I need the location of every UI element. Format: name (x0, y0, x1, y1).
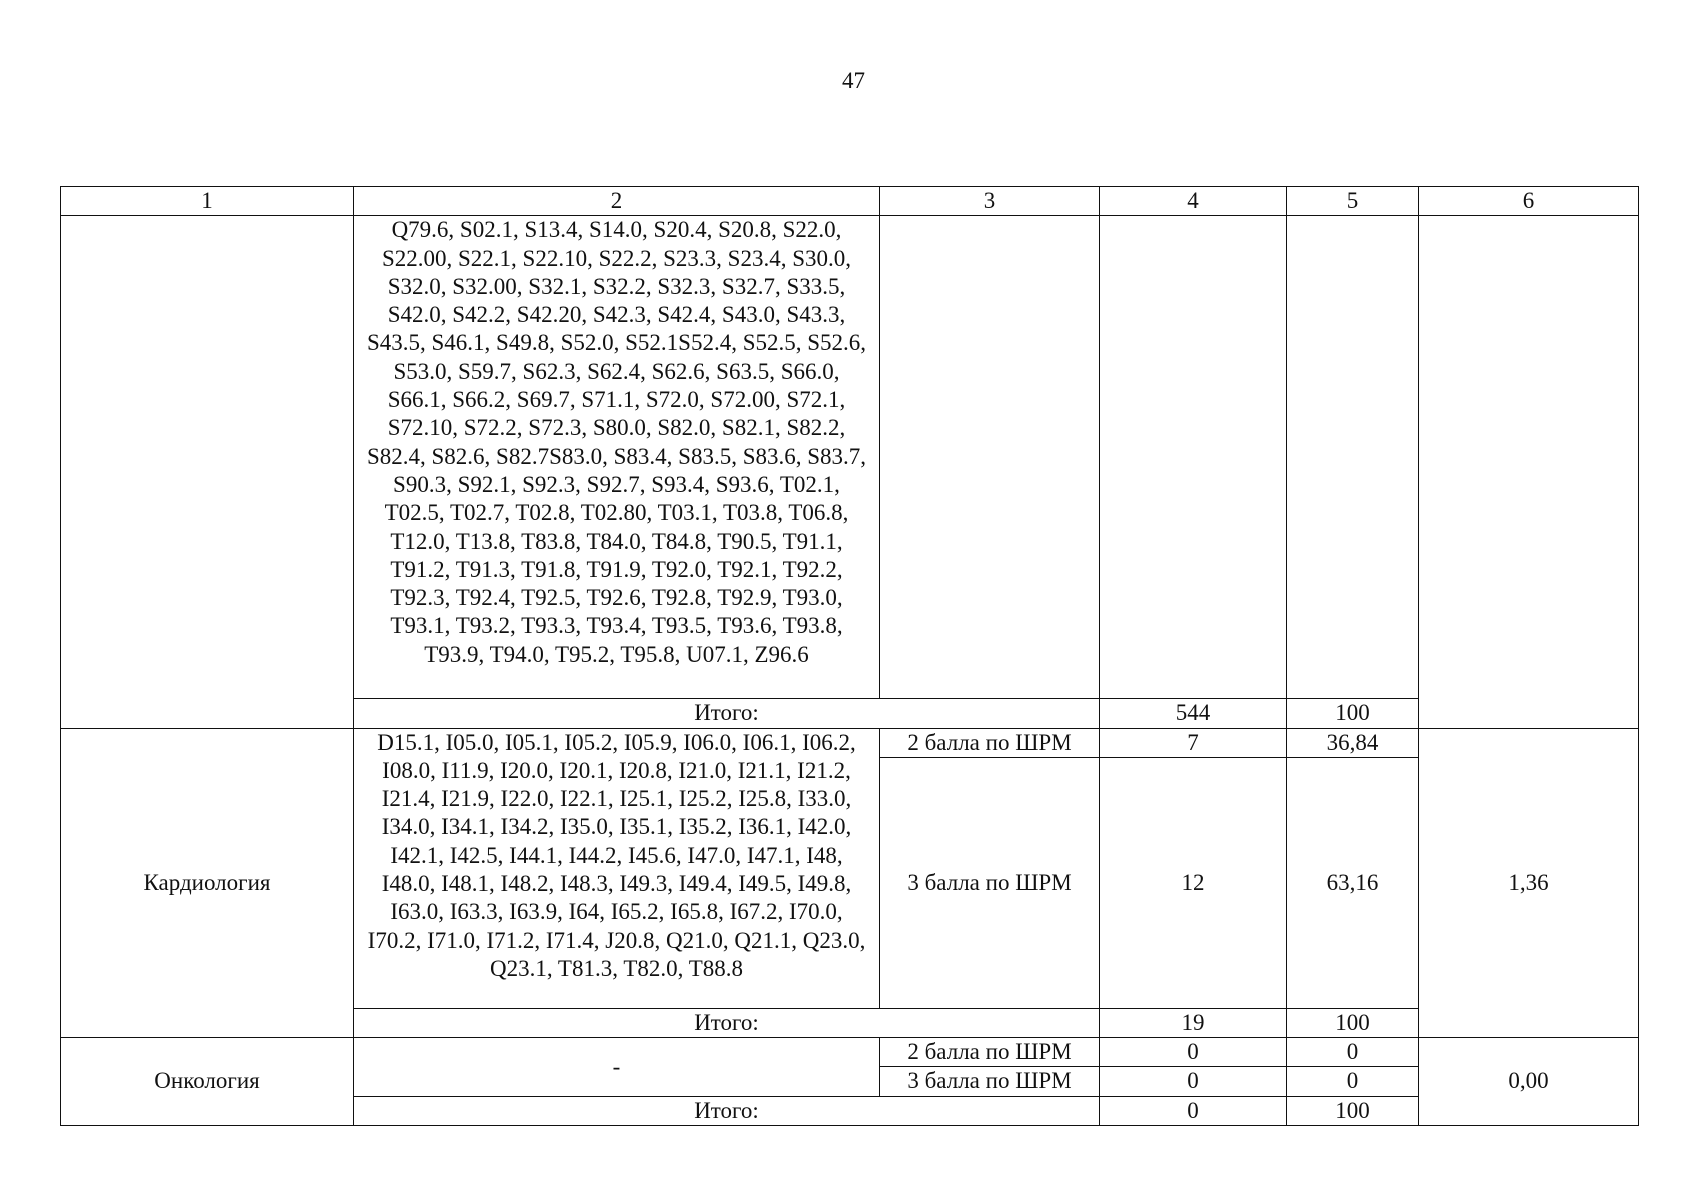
total-percent: 100 (1287, 1008, 1419, 1037)
diagnosis-codes-cell: Q79.6, S02.1, S13.4, S14.0, S20.4, S20.8, S22.0, S22.00, S22.1, S22.10, S22.2, S23.3, S23.4, S30.0, S32.0, S32.00, S32.1, S32.2, S32.3, S32.7, S33.5, S42.0, S42.2, S42.20, S42.3, S42.4, S43.0, S43.3, S43.5, S46.1, S49.8, S52.0, S52.1S52.4, S52.5, S52.6, S53.0, S59.7, S62.3, S62.4, S62.6, S63.5, S66.0, S66.1, S66.2, S69.7, S71.1, S72.0, S72.00, S72.1, S72.10, S72.2, S72.3, S80.0, S82.0, S82.1, S82.2, S82.4, S82.6, S82.7S83.0, S83.4, S83.5, S83.6, S83.7, S90.3, S92.1, S92.3, S92.7, S93.4, S93.6, T02.1, T02.5, T02.7, T02.8, T02.80, T03.1, T03.8, T06.8, T12.0, T13.8, T83.8, T84.0, T84.8, T90.5, T91.1, T91.2, T91.3, T91.8, T91.9, T92.0, T92.1, T92.2, T92.3, T92.4, T92.5, T92.6, T92.8, T92.9, T93.0, T93.1, T93.2, T93.3, T93.4, T93.5, T93.6, T93.8, T93.9, T94.0, T95.2, T95.8, U07.1, Z96.6 (354, 216, 880, 699)
coefficient-cell: 1,36 (1419, 728, 1639, 1038)
coefficient-cell: 0,00 (1419, 1038, 1639, 1126)
percent-cell: 36,84 (1287, 728, 1419, 757)
total-count: 0 (1100, 1096, 1287, 1125)
score-cell: 2 балла по ШРМ (880, 728, 1100, 757)
count-cell (1100, 216, 1287, 699)
score-cell: 3 балла по ШРМ (880, 1067, 1100, 1096)
total-label: Итого: (354, 1096, 1100, 1125)
header-row (61, 187, 1639, 216)
total-label: Итого: (354, 699, 1100, 728)
count-cell: 12 (1100, 757, 1287, 1008)
count-cell: 0 (1100, 1038, 1287, 1067)
score-cell: 3 балла по ШРМ (880, 757, 1100, 1008)
total-count: 544 (1100, 699, 1287, 728)
score-cell: 2 балла по ШРМ (880, 1038, 1100, 1067)
table-row (61, 1038, 1639, 1067)
total-percent: 100 (1287, 699, 1419, 728)
section-name-cell: Онкология (61, 1038, 354, 1126)
header-cell: 4 (1100, 187, 1287, 216)
table-row (61, 728, 1639, 757)
percent-cell: 0 (1287, 1038, 1419, 1067)
section-name-cell: Кардиология (61, 728, 354, 1038)
document-table (60, 186, 1639, 1126)
count-cell: 0 (1100, 1067, 1287, 1096)
diagnosis-codes-cell: D15.1, I05.0, I05.1, I05.2, I05.9, I06.0, I06.1, I06.2, I08.0, I11.9, I20.0, I20.1, I20.8, I21.0, I21.1, I21.2, I21.4, I21.9, I22.0, I22.1, I25.1, I25.2, I25.8, I33.0, I34.0, I34.1, I34.2, I35.0, I35.1, I35.2, I36.1, I42.0, I42.1, I42.5, I44.1, I44.2, I45.6, I47.0, I47.1, I48, I48.0, I48.1, I48.2, I48.3, I49.3, I49.4, I49.5, I49.8, I63.0, I63.3, I63.9, I64, I65.2, I65.8, I67.2, I70.0, I70.2, I71.0, I71.2, I71.4, J20.8, Q21.0, Q21.1, Q23.0, Q23.1, T81.3, T82.0, T88.8 (354, 728, 880, 1008)
section-name-cell (61, 216, 354, 728)
percent-cell: 0 (1287, 1067, 1419, 1096)
table-row (61, 216, 1639, 699)
total-count: 19 (1100, 1008, 1287, 1037)
page-number: 47 (842, 68, 865, 93)
percent-cell (1287, 216, 1419, 699)
header-cell: 5 (1287, 187, 1419, 216)
header-cell: 3 (880, 187, 1100, 216)
diagnosis-codes-cell: - (354, 1038, 880, 1097)
total-label: Итого: (354, 1008, 1100, 1037)
total-percent: 100 (1287, 1096, 1419, 1125)
header-cell: 2 (354, 187, 880, 216)
coefficient-cell (1419, 216, 1639, 728)
header-cell: 1 (61, 187, 354, 216)
count-cell: 7 (1100, 728, 1287, 757)
header-cell: 6 (1419, 187, 1639, 216)
percent-cell: 63,16 (1287, 757, 1419, 1008)
score-cell (880, 216, 1100, 699)
